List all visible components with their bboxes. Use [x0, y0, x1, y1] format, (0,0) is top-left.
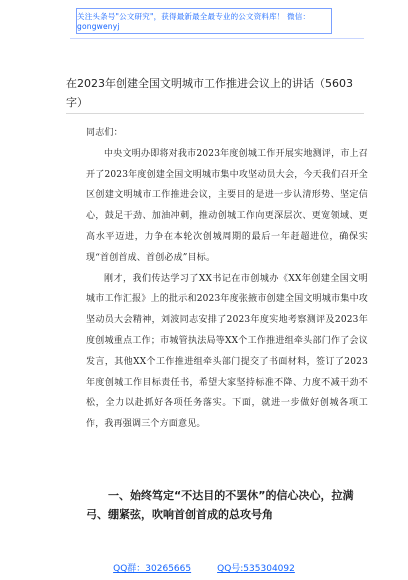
body-paragraph-2: 刚才，我们传达学习了XX书记在市创城办《XX年创建全国文明城市工作汇报》上的批示和2023年度张掖市创建全国文明城市集中攻坚动员大会精神，刘波同志安排了2023年度实地考察测评及2023年度创城重点工作；市城管执法局等XX个工作推进组牵头部门作了会议发言，其他XX个工作推进组牵头部门提交了书面材料，签订了2023年度创城工作目标责任书，希望大家坚持标准不降、力度不减干劲不松，全力以赴抓好各项任务落实。下面，就进一步做好创城各项工作，我再强调三个方面意见。 — [86, 273, 368, 430]
qq-number-link[interactable]: QQ号:535304092 — [217, 564, 295, 574]
document-title: 在2023年创建全国文明城市工作推进会议上的讲话（5603字） — [66, 77, 353, 109]
section-heading: 一、始终笃定“不达目的不罢休”的信心决心，拉满弓、绷紧弦，吹响首创首成的总攻号角 — [86, 489, 354, 521]
body-paragraph-1: 中央文明办即将对我市2023年度创城工作开展实地测评，市上召开了2023年度创建全国文明城市集中攻坚动员大会，今天我们召开全区创建文明城市工作推进会议，主要目的是进一步认清形势、坚定信心，鼓足干劲、加油冲刺，推动创城工作向更深层次、更宽领域、更高水平迈进，力争在本轮次创城周期的最后一年赶超进位，确保实现“首创首成、首创必成”目标。 — [86, 148, 368, 263]
document-body — [86, 123, 368, 435]
promo-banner[interactable] — [76, 8, 332, 34]
qq-group-link[interactable]: QQ群：30265665 — [113, 564, 192, 574]
title-divider — [66, 113, 364, 114]
salutation: 同志们： — [86, 128, 123, 138]
header-divider — [70, 38, 364, 39]
contact-footer — [0, 561, 408, 574]
promo-banner-text: 关注头条号"公文研究"，获得最新最全最专业的公文资料库！ 微信：gongwenyj — [77, 12, 311, 31]
